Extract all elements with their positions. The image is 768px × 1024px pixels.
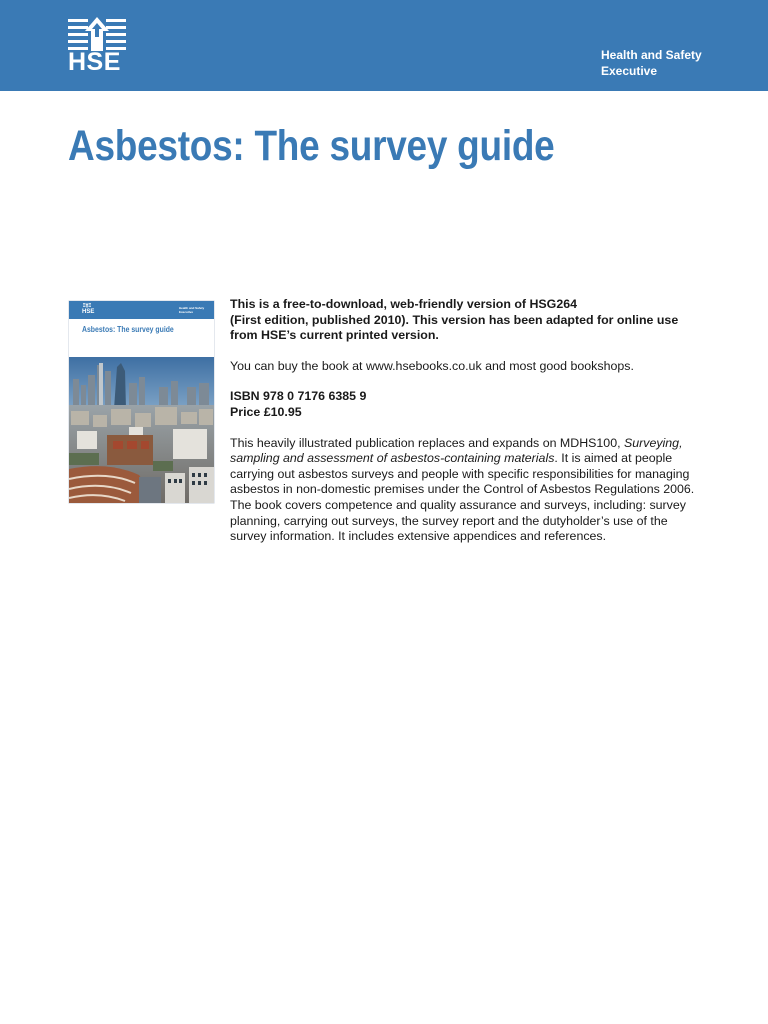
description-text-end: . It is aimed at people carrying out asbestos surveys and people with specific responsibilities for managing asbestos in non-domestic premises under the Control of Asbestos Regulations 2006. The book covers competence and quality assurance and surveys, including: survey planning, carrying out surveys, the survey report and the dutyholder’s use of the survey information. It includes extensive appendices and references. — [230, 451, 695, 544]
city-skyline-photo — [69, 357, 214, 503]
cover-hse-logo-icon — [83, 303, 91, 308]
cover-header-band — [69, 301, 214, 319]
intro-text-block — [230, 297, 705, 545]
cover-org-name: Health and Safety Executive — [179, 306, 205, 314]
purchase-paragraph: You can buy the book at www.hsebooks.co.uk and most good bookshops. — [230, 358, 634, 373]
book-cover-image — [69, 301, 214, 503]
document-title: Asbestos: The survey guide — [68, 122, 555, 170]
cover-title: Asbestos: The survey guide — [82, 325, 174, 334]
description-italic-title: Surveying, sampling and assessment of asbestos-containing materials — [230, 435, 683, 466]
isbn-price-paragraph: ISBN 978 0 7176 6385 9 Price £10.95 — [230, 389, 367, 419]
header-banner — [0, 0, 768, 91]
organisation-name: Health and Safety Executive — [601, 48, 702, 78]
cover-logo-text: HSE — [82, 309, 95, 315]
description-text-start: This heavily illustrated publication replaces and expands on MDHS100, — [230, 435, 624, 450]
hse-logo-text: HSE — [68, 48, 121, 76]
description-paragraph — [230, 436, 705, 545]
intro-paragraph: This is a free-to-download, web-friendly version of HSG264 (First edition, published 2010). This version has been adapted for online use from HSE’s current printed version. — [230, 297, 679, 343]
hse-logo — [68, 17, 126, 75]
